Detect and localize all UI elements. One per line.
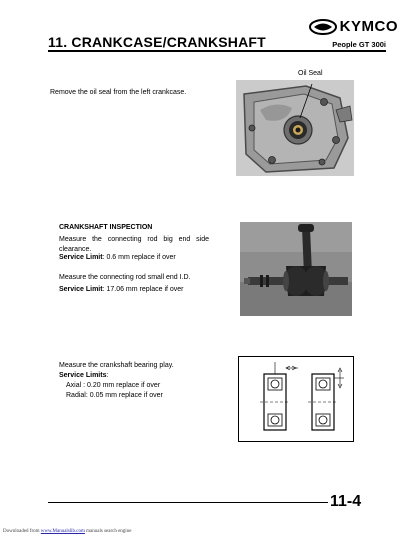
oil-seal-instruction: Remove the oil seal from the left crankcase. (50, 89, 187, 96)
crankcase-photo (236, 80, 354, 176)
big-end-instruction (59, 235, 209, 254)
kymco-logo-icon (309, 19, 337, 35)
service-limits-label: Service Limits (59, 372, 107, 379)
download-note (3, 529, 131, 534)
radial-limit: Radial: 0.05 mm replace if over (66, 392, 163, 399)
big-end-line-2: clearance. (59, 245, 92, 253)
big-end-line-1: Measure the connecting rod big end side (59, 236, 209, 243)
footer-rule (48, 502, 328, 503)
big-end-limit-value: : 0.6 mm replace if over (102, 254, 176, 261)
big-end-service-limit (59, 253, 176, 263)
small-end-limit-value: : 17.06 mm replace if over (102, 286, 184, 293)
axial-limit: Axial : 0.20 mm replace if over (66, 382, 161, 389)
oil-seal-callout: Oil Seal (298, 70, 323, 77)
bearing-instruction: Measure the crankshaft bearing play. (59, 362, 174, 369)
header-rule (48, 50, 386, 52)
service-limits-colon: : (106, 372, 109, 379)
kymco-logo (309, 18, 398, 35)
bearing-play-diagram (238, 356, 354, 442)
small-end-service-limit (59, 285, 184, 295)
download-suffix: manuals search engine (84, 529, 132, 534)
page-number: 11-4 (330, 493, 362, 510)
brand-name: KYMCO (339, 18, 398, 35)
inspection-heading: CRANKSHAFT INSPECTION (59, 224, 153, 231)
big-end-limit-label: Service Limit (59, 254, 103, 261)
service-limits-heading (59, 371, 108, 381)
page-title: 11. CRANKCASE/CRANKSHAFT (48, 34, 266, 50)
model-name: People GT 300i (332, 40, 386, 49)
download-prefix: Downloaded from (3, 529, 40, 534)
manualslib-link[interactable]: www.Manualslib.com (40, 529, 85, 534)
small-end-instruction: Measure the connecting rod small end I.D. (59, 274, 191, 281)
small-end-limit-label: Service Limit (59, 286, 103, 293)
crankshaft-photo (240, 222, 352, 316)
